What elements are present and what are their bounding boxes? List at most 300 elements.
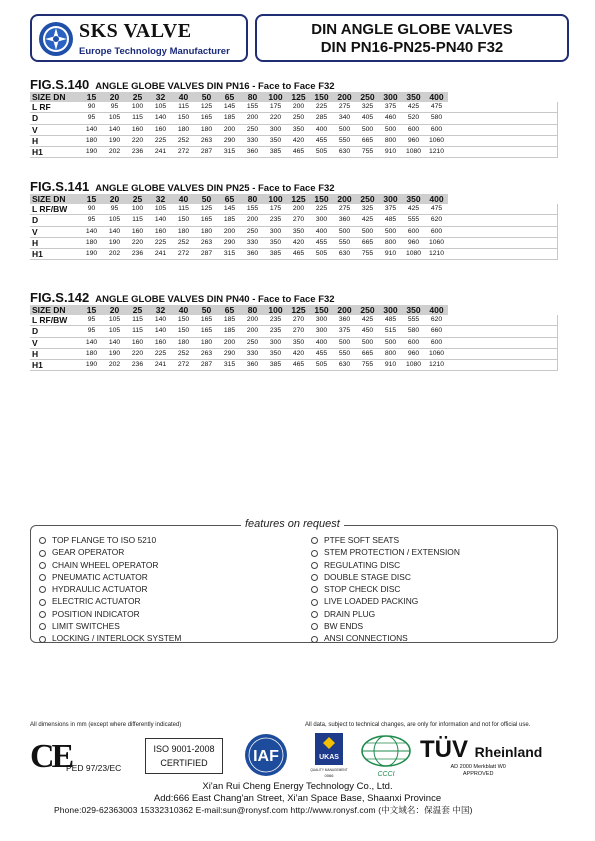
table-cell: 160 <box>149 337 172 348</box>
circle-bullet-icon <box>311 562 318 569</box>
table-cell: 287 <box>195 146 218 157</box>
table-cell: 360 <box>241 146 264 157</box>
table-cell: 287 <box>195 248 218 259</box>
table-cell: 180 <box>172 226 195 237</box>
table-cell: 755 <box>356 248 379 259</box>
table-cell: 455 <box>310 135 333 146</box>
row-spacer <box>448 326 558 337</box>
row-label: H1 <box>30 248 80 259</box>
row-label: L RF/BW <box>30 204 80 215</box>
feature-label: LOCKING / INTERLOCK SYSTEM <box>52 633 182 644</box>
table-cell: 90 <box>80 204 103 215</box>
row-spacer <box>448 237 558 248</box>
table-cell: 500 <box>379 124 402 135</box>
row-label: V <box>30 124 80 135</box>
table-cell: 330 <box>241 348 264 359</box>
tuv-brand: Rheinland <box>474 744 543 760</box>
table-cell: 175 <box>264 102 287 113</box>
table-cell: 340 <box>333 113 356 124</box>
table-cell: 580 <box>425 113 448 124</box>
table-cell: 300 <box>310 215 333 226</box>
size-header-cell: 32 <box>149 194 172 204</box>
table-header-row <box>30 305 558 315</box>
table-cell: 250 <box>287 113 310 124</box>
iaf-text: IAF <box>253 748 279 765</box>
table-cell: 200 <box>287 204 310 215</box>
size-header-cell: 80 <box>241 92 264 102</box>
size-header-cell: 300 <box>379 92 402 102</box>
table-cell: 180 <box>80 135 103 146</box>
table-cell: 620 <box>425 215 448 226</box>
row-label: V <box>30 226 80 237</box>
feature-item <box>39 546 181 558</box>
table-cell: 660 <box>425 326 448 337</box>
size-header-cell: 15 <box>80 92 103 102</box>
table-cell: 115 <box>126 113 149 124</box>
size-header-cell: 50 <box>195 92 218 102</box>
table-cell: 300 <box>264 337 287 348</box>
table-cell: 200 <box>241 215 264 226</box>
table-cell: 755 <box>356 359 379 370</box>
table-cell: 140 <box>149 113 172 124</box>
table-cell: 475 <box>425 102 448 113</box>
size-header-cell: 125 <box>287 92 310 102</box>
table-cell: 665 <box>356 237 379 248</box>
feature-item <box>39 534 181 546</box>
table-cell: 125 <box>195 204 218 215</box>
ukas-sub: QUALITY MANAGEMENT <box>310 768 348 772</box>
table-cell: 475 <box>425 204 448 215</box>
table-cell: 180 <box>80 237 103 248</box>
table-cell: 960 <box>402 237 425 248</box>
row-label: L RF/BW <box>30 315 80 326</box>
table-cell: 105 <box>149 102 172 113</box>
row-label: H <box>30 348 80 359</box>
feature-label: CHAIN WHEEL OPERATOR <box>52 559 159 570</box>
table-cell: 400 <box>310 226 333 237</box>
tuv-sub-1: AD 2000 Merkblatt W0 <box>450 764 506 770</box>
table-cell: 95 <box>80 215 103 226</box>
table-cell: 385 <box>264 146 287 157</box>
size-header-cell: 32 <box>149 305 172 315</box>
brand-name: SKS VALVE <box>79 20 192 42</box>
table-cell: 95 <box>80 326 103 337</box>
table-cell: 315 <box>218 248 241 259</box>
feature-label: ELECTRIC ACTUATOR <box>52 596 141 607</box>
ukas-text: UKAS <box>319 754 339 761</box>
table-cell: 1210 <box>425 248 448 259</box>
size-header-cell: 125 <box>287 194 310 204</box>
table-cell: 600 <box>425 226 448 237</box>
size-header-cell: 50 <box>195 194 218 204</box>
feature-label: LIMIT SWITCHES <box>52 621 120 632</box>
features-box <box>30 518 558 644</box>
dimensions-table <box>30 194 558 260</box>
features-right-column <box>311 534 460 645</box>
feature-item <box>311 534 460 546</box>
table-cell: 600 <box>402 337 425 348</box>
circle-bullet-icon <box>39 550 46 557</box>
table-cell: 165 <box>195 326 218 337</box>
feature-label: BW ENDS <box>324 621 364 632</box>
table-cell: 241 <box>149 248 172 259</box>
feature-item <box>311 632 460 644</box>
table-cell: 202 <box>103 248 126 259</box>
company-name: Xi'an Rui Cheng Energy Technology Co., Ltd. <box>202 781 393 792</box>
table-cell: 252 <box>172 135 195 146</box>
feature-label: LIVE LOADED PACKING <box>324 596 419 607</box>
brand-header <box>30 14 248 62</box>
table-cell: 500 <box>356 226 379 237</box>
row-label: D <box>30 326 80 337</box>
table-cell: 350 <box>264 237 287 248</box>
row-label: H <box>30 237 80 248</box>
table-cell: 600 <box>402 226 425 237</box>
table-cell: 90 <box>80 102 103 113</box>
row-spacer <box>448 315 558 326</box>
feature-item <box>39 559 181 571</box>
table-cell: 300 <box>264 226 287 237</box>
circle-bullet-icon <box>39 537 46 544</box>
feature-item <box>311 559 460 571</box>
feature-item <box>311 620 460 632</box>
table-cell: 115 <box>126 215 149 226</box>
table-cell: 202 <box>103 359 126 370</box>
table-cell: 400 <box>310 124 333 135</box>
size-label: SIZE DN <box>30 305 80 315</box>
table-cell: 500 <box>333 124 356 135</box>
features-title: features on request <box>241 518 344 530</box>
company-address: Add:666 East Chang'an Street, Xi'an Space Base, Shaanxi Province <box>153 793 442 804</box>
table-cell: 165 <box>195 215 218 226</box>
table-cell: 555 <box>402 315 425 326</box>
table-cell: 185 <box>218 315 241 326</box>
feature-item <box>311 546 460 558</box>
table-cell: 300 <box>264 124 287 135</box>
table-cell: 250 <box>241 337 264 348</box>
table-cell: 425 <box>402 204 425 215</box>
table-cell: 1210 <box>425 359 448 370</box>
size-header-cell: 200 <box>333 194 356 204</box>
table-cell: 580 <box>402 326 425 337</box>
table-cell: 1060 <box>425 237 448 248</box>
table-cell: 1080 <box>402 248 425 259</box>
row-label: H <box>30 135 80 146</box>
table-cell: 140 <box>103 337 126 348</box>
table-cell: 200 <box>241 315 264 326</box>
table-row <box>30 204 558 215</box>
table-row <box>30 226 558 237</box>
header-spacer <box>448 305 558 315</box>
table-cell: 375 <box>333 326 356 337</box>
feature-label: POSITION INDICATOR <box>52 608 140 619</box>
row-spacer <box>448 135 558 146</box>
table-cell: 315 <box>218 146 241 157</box>
table-row <box>30 146 558 157</box>
table-cell: 350 <box>287 124 310 135</box>
table-cell: 272 <box>172 146 195 157</box>
table-cell: 150 <box>172 113 195 124</box>
size-header-cell: 50 <box>195 305 218 315</box>
size-header-cell: 350 <box>402 92 425 102</box>
feature-label: GEAR OPERATOR <box>52 547 125 558</box>
table-cell: 236 <box>126 359 149 370</box>
table-cell: 263 <box>195 237 218 248</box>
feature-label: DOUBLE STAGE DISC <box>324 571 411 582</box>
table-cell: 485 <box>379 315 402 326</box>
feature-item <box>311 571 460 583</box>
table-cell: 385 <box>264 248 287 259</box>
table-cell: 550 <box>333 237 356 248</box>
table-cell: 330 <box>241 237 264 248</box>
row-spacer <box>448 124 558 135</box>
table-cell: 910 <box>379 359 402 370</box>
size-header-cell: 125 <box>287 305 310 315</box>
table-cell: 190 <box>103 135 126 146</box>
row-spacer <box>448 359 558 370</box>
feature-label: PNEUMATIC ACTUATOR <box>52 571 148 582</box>
row-label: D <box>30 215 80 226</box>
size-header-cell: 15 <box>80 305 103 315</box>
table-cell: 270 <box>287 215 310 226</box>
size-header-cell: 100 <box>264 194 287 204</box>
feature-item <box>39 608 181 620</box>
table-cell: 360 <box>333 215 356 226</box>
brand-tagline: Europe Technology Manufacturer <box>79 46 230 57</box>
table-cell: 405 <box>356 113 379 124</box>
feature-label: HYDRAULIC ACTUATOR <box>52 584 148 595</box>
table-cell: 960 <box>402 348 425 359</box>
size-header-cell: 15 <box>80 194 103 204</box>
table-cell: 160 <box>126 226 149 237</box>
circle-bullet-icon <box>39 586 46 593</box>
table-cell: 180 <box>195 337 218 348</box>
table-cell: 600 <box>425 124 448 135</box>
table-cell: 95 <box>80 113 103 124</box>
table-cell: 220 <box>126 135 149 146</box>
table-cell: 140 <box>103 226 126 237</box>
page-title <box>255 14 569 62</box>
table-cell: 665 <box>356 135 379 146</box>
section-fig-s-141 <box>30 178 558 260</box>
table-cell: 185 <box>218 215 241 226</box>
size-header-cell: 25 <box>126 92 149 102</box>
table-cell: 100 <box>126 102 149 113</box>
tuv-logo <box>420 736 542 777</box>
table-cell: 270 <box>287 326 310 337</box>
table-cell: 225 <box>310 204 333 215</box>
size-header-cell: 32 <box>149 92 172 102</box>
table-row <box>30 348 558 359</box>
table-cell: 800 <box>379 135 402 146</box>
size-header-cell: 20 <box>103 194 126 204</box>
table-cell: 300 <box>310 315 333 326</box>
header-spacer <box>448 194 558 204</box>
feature-item <box>39 620 181 632</box>
table-cell: 500 <box>333 226 356 237</box>
size-header-cell: 300 <box>379 194 402 204</box>
table-row <box>30 215 558 226</box>
size-header-cell: 200 <box>333 92 356 102</box>
table-row <box>30 102 558 113</box>
table-cell: 385 <box>264 359 287 370</box>
dimensions-table <box>30 305 558 371</box>
table-cell: 125 <box>195 102 218 113</box>
ped-label: PED 97/23/EC <box>66 763 122 773</box>
table-cell: 175 <box>264 204 287 215</box>
table-cell: 180 <box>172 337 195 348</box>
table-cell: 620 <box>425 315 448 326</box>
table-cell: 465 <box>287 359 310 370</box>
feature-item <box>39 595 181 607</box>
row-label: L RF <box>30 102 80 113</box>
row-spacer <box>448 215 558 226</box>
table-cell: 155 <box>241 102 264 113</box>
table-cell: 236 <box>126 248 149 259</box>
circle-bullet-icon <box>39 574 46 581</box>
circle-bullet-icon <box>311 550 318 557</box>
feature-item <box>39 632 181 644</box>
size-header-cell: 300 <box>379 305 402 315</box>
table-cell: 252 <box>172 237 195 248</box>
size-header-cell: 40 <box>172 305 195 315</box>
table-cell: 115 <box>172 102 195 113</box>
dimensions-note: All dimensions in mm (except where differently indicated) <box>30 722 182 728</box>
size-header-cell: 20 <box>103 92 126 102</box>
section-title <box>30 178 558 194</box>
table-cell: 330 <box>241 135 264 146</box>
table-cell: 115 <box>126 315 149 326</box>
table-cell: 155 <box>241 204 264 215</box>
figure-description: ANGLE GLOBE VALVES DIN PN16 - Face to Face F32 <box>95 81 335 92</box>
table-cell: 105 <box>103 113 126 124</box>
table-cell: 190 <box>80 146 103 157</box>
contact-line: Phone:029-62363003 15332310362 E-mail:sun@ronysf.com http://www.ronysf.com (中文域名：保温套 中国) <box>54 805 473 815</box>
row-spacer <box>448 204 558 215</box>
table-cell: 290 <box>218 135 241 146</box>
figure-code: FIG.S.141 <box>30 179 90 194</box>
feature-label: TOP FLANGE TO ISO 5210 <box>52 535 157 545</box>
circle-bullet-icon <box>39 611 46 618</box>
section-fig-s-142 <box>30 289 558 371</box>
iaf-logo <box>236 733 296 777</box>
table-cell: 272 <box>172 248 195 259</box>
table-cell: 160 <box>126 124 149 135</box>
table-cell: 1080 <box>402 359 425 370</box>
size-header-cell: 65 <box>218 194 241 204</box>
table-cell: 235 <box>264 326 287 337</box>
table-cell: 225 <box>310 102 333 113</box>
table-cell: 180 <box>172 124 195 135</box>
size-header-cell: 20 <box>103 305 126 315</box>
figure-code: FIG.S.140 <box>30 77 90 92</box>
size-header-cell: 40 <box>172 194 195 204</box>
table-cell: 550 <box>333 135 356 146</box>
table-cell: 755 <box>356 146 379 157</box>
ccci-text: CCCI <box>377 771 395 778</box>
size-header-cell: 250 <box>356 92 379 102</box>
table-cell: 800 <box>379 348 402 359</box>
table-cell: 350 <box>287 337 310 348</box>
table-cell: 225 <box>149 237 172 248</box>
table-cell: 375 <box>379 204 402 215</box>
size-header-cell: 400 <box>425 194 448 204</box>
table-cell: 485 <box>379 215 402 226</box>
table-cell: 263 <box>195 348 218 359</box>
table-row <box>30 315 558 326</box>
table-cell: 600 <box>425 337 448 348</box>
table-cell: 180 <box>80 348 103 359</box>
feature-label: DRAIN PLUG <box>324 608 376 619</box>
table-cell: 145 <box>218 102 241 113</box>
table-cell: 910 <box>379 248 402 259</box>
figure-code: FIG.S.142 <box>30 290 90 305</box>
table-cell: 600 <box>402 124 425 135</box>
size-header-cell: 40 <box>172 92 195 102</box>
size-header-cell: 350 <box>402 305 425 315</box>
table-cell: 100 <box>126 204 149 215</box>
table-row <box>30 113 558 124</box>
table-cell: 630 <box>333 248 356 259</box>
table-cell: 425 <box>402 102 425 113</box>
circle-bullet-icon <box>311 586 318 593</box>
table-cell: 200 <box>287 102 310 113</box>
table-cell: 910 <box>379 146 402 157</box>
table-cell: 236 <box>126 146 149 157</box>
table-cell: 190 <box>80 248 103 259</box>
table-cell: 315 <box>218 359 241 370</box>
table-cell: 105 <box>103 326 126 337</box>
valve-logo-icon <box>38 21 74 57</box>
table-cell: 150 <box>172 326 195 337</box>
table-row <box>30 135 558 146</box>
size-header-cell: 80 <box>241 305 264 315</box>
table-row <box>30 237 558 248</box>
header-spacer <box>448 92 558 102</box>
table-row <box>30 359 558 370</box>
row-spacer <box>448 337 558 348</box>
size-header-cell: 150 <box>310 305 333 315</box>
table-cell: 220 <box>126 348 149 359</box>
table-cell: 252 <box>172 348 195 359</box>
circle-bullet-icon <box>311 599 318 606</box>
section-title <box>30 289 558 305</box>
table-cell: 185 <box>218 326 241 337</box>
ukas-number: 0066 <box>324 773 334 778</box>
table-cell: 190 <box>103 237 126 248</box>
size-label: SIZE DN <box>30 92 80 102</box>
row-label: H1 <box>30 359 80 370</box>
table-cell: 241 <box>149 359 172 370</box>
table-cell: 165 <box>195 113 218 124</box>
table-cell: 115 <box>126 326 149 337</box>
feature-item <box>39 571 181 583</box>
table-cell: 425 <box>356 315 379 326</box>
table-cell: 105 <box>149 204 172 215</box>
size-header-cell: 25 <box>126 305 149 315</box>
features-left-column <box>39 534 181 645</box>
circle-bullet-icon <box>39 623 46 630</box>
feature-item <box>311 608 460 620</box>
table-cell: 250 <box>241 124 264 135</box>
table-cell: 325 <box>356 102 379 113</box>
table-cell: 800 <box>379 237 402 248</box>
table-cell: 1060 <box>425 135 448 146</box>
row-label: H1 <box>30 146 80 157</box>
table-cell: 500 <box>379 337 402 348</box>
table-cell: 140 <box>80 337 103 348</box>
row-spacer <box>448 102 558 113</box>
